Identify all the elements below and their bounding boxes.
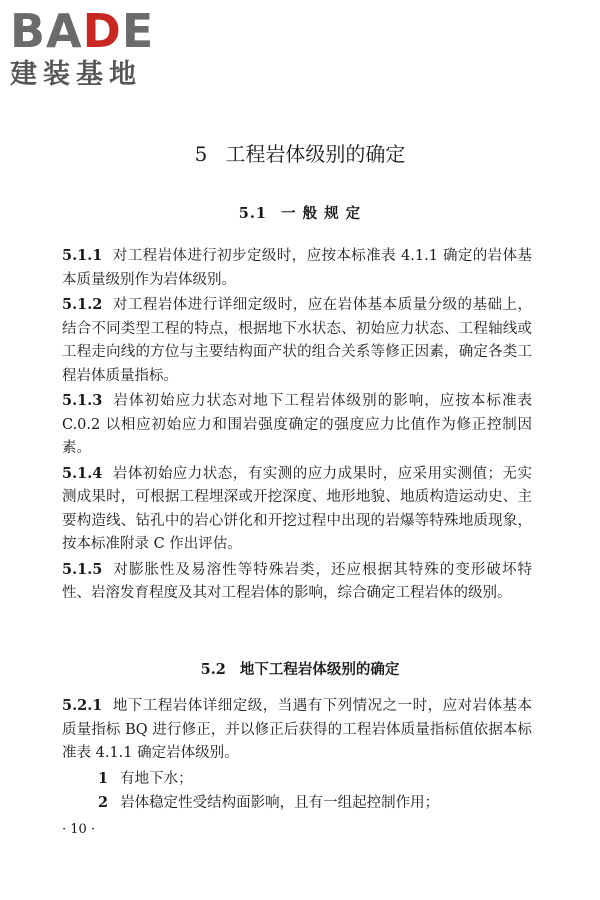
- chapter-number: 5: [194, 142, 208, 166]
- section-5-2-body: [62, 694, 532, 816]
- clause-number: 5.1.5: [62, 560, 103, 578]
- item-number: 2: [98, 794, 109, 811]
- clause-5-1-1: [62, 244, 532, 292]
- clause-text: 岩体初始应力状态对地下工程岩体级别的影响，应按本标准表 C.0.2 以相应初始应力和围岩强度确定的强度应力比值作为修正控制因素。: [62, 393, 532, 456]
- clause-5-2-1: [62, 694, 532, 766]
- chapter-title: 工程岩体级别的确定: [225, 142, 406, 166]
- item-text: 有地下水；: [120, 770, 193, 787]
- section-number: 5.1: [238, 205, 268, 222]
- clause-number: 5.1.3: [62, 392, 103, 409]
- list-item: [62, 791, 532, 816]
- section-heading-5-1: [0, 204, 600, 224]
- clause-text: 对工程岩体进行初步定级时，应按本标准表 4.1.1 确定的岩体基本质量级别作为岩体级别。: [62, 248, 532, 288]
- page-number: · 10 ·: [62, 822, 96, 837]
- section-5-1-body: [62, 244, 532, 607]
- clause-text: 地下工程岩体详细定级，当遇有下列情况之一时，应对岩体基本质量指标 BQ 进行修正，并以修正后获得的工程岩体质量指标值依据本标准表 4.1.1 确定岩体级别。: [62, 698, 532, 761]
- clause-5-1-5: [62, 558, 532, 606]
- item-text: 岩体稳定性受结构面影响，且有一组起控制作用；: [120, 795, 440, 811]
- list-item: [62, 767, 532, 792]
- clause-number: 5.1.2: [62, 296, 103, 313]
- clause-5-1-3: [62, 389, 532, 461]
- clause-number: 5.2.1: [62, 697, 103, 714]
- clause-5-1-4: [62, 462, 532, 557]
- clause-number: 5.1.4: [62, 464, 103, 482]
- clause-text: 对膨胀性及易溶性等特殊岩类，还应根据其特殊的变形破坏特性、岩溶发育程度及其对工程岩体的影响，综合确定工程岩体的级别。: [62, 561, 532, 601]
- item-number: 1: [98, 769, 109, 787]
- section-heading-5-2: [0, 660, 600, 680]
- clause-text: 岩体初始应力状态，有实测的应力成果时，应采用实测值；无实测成果时，可根据工程埋深或开挖深度、地形地貌、地质构造运动史、主要构造线、钻孔中的岩心饼化和开挖过程中出现的岩爆等特殊地质现象，按本标准附录 C 作出评估。: [62, 465, 532, 552]
- brand-logo: [10, 6, 180, 92]
- section-title: 地下工程岩体级别的确定: [239, 661, 400, 678]
- clause-text: 对工程岩体进行详细定级时，应在岩体基本质量分级的基础上，结合不同类型工程的特点，根据地下水状态、初始应力状态、工程轴线或工程走向线的方位与主要结构面产状的组合关系等修正因素，确定各类工程岩体质量指标。: [62, 297, 532, 384]
- section-title: 一 般 规 定: [281, 205, 362, 222]
- chapter-heading: [0, 141, 600, 167]
- logo-wordmark: BADE: [10, 4, 155, 58]
- clause-5-1-2: [62, 293, 532, 388]
- clause-number: 5.1.1: [62, 247, 103, 264]
- section-number: 5.2: [200, 661, 226, 678]
- logo-subtitle: 建装基地: [10, 59, 142, 90]
